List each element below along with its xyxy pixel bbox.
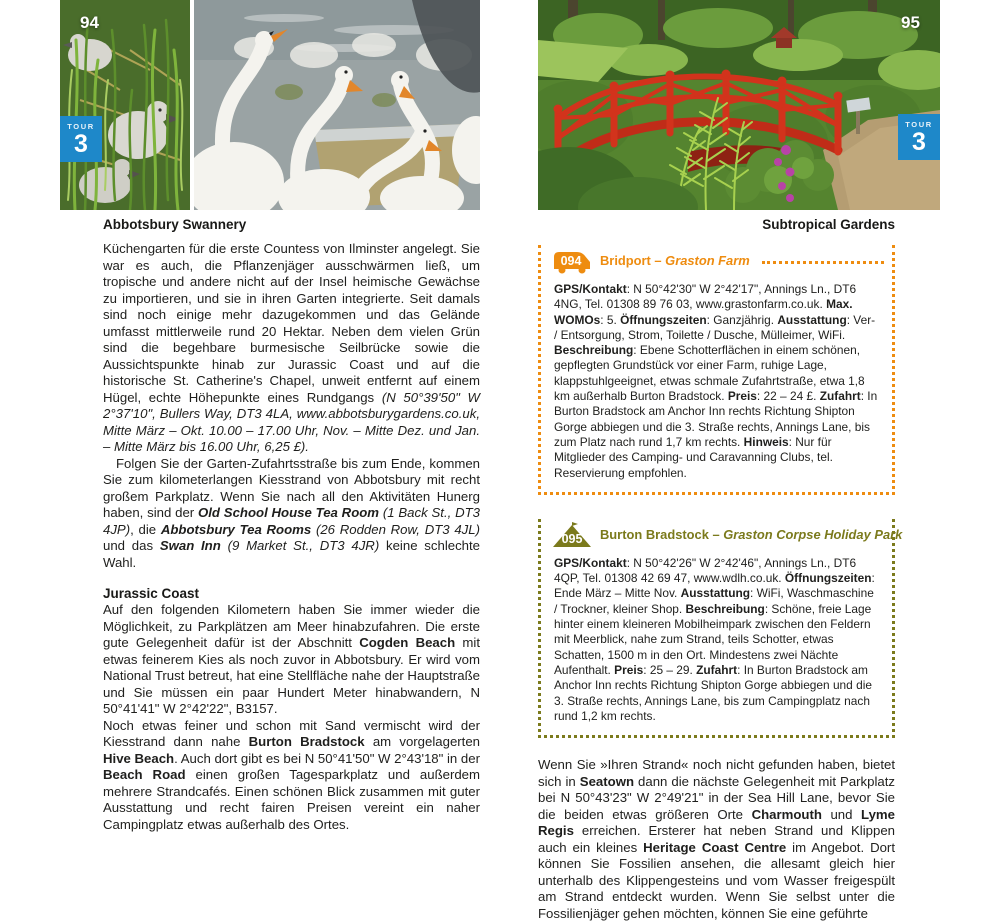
page-94 [60, 0, 480, 833]
entry-header [541, 245, 892, 275]
page-number: 95 [901, 13, 920, 32]
page-95 [538, 0, 940, 922]
tour-number: 3 [912, 127, 926, 156]
svg-text:094: 094 [560, 254, 582, 268]
entry-body: GPS/Kontakt: N 50°42'30" W 2°42'17", Annings Ln., DT6 4NG, Tel. 01308 89 76 03, www.grastonfarm.co.uk. Max. WOMOs: 5. Öffnungszeiten: Ganzjährig. Ausstattung: Ver- / Entsorgung, Strom, Toilette / Dusche, Mülleimer, WiFi. Beschreibung: Ebene Schotterflächen in einem schönen, gepflegten Grundstück vor einer Farm, ruhige Lage, klappstuhlgeeignet, etwas schmale Zufahrtstraße, etwa 1,8 km außerhalb Burton Bradstock. Preis: 22 – 24 £. Zufahrt: In Burton Bradstock am Anchor Inn rechts Richtung Shipton Gorge abbiegen und die 3. Straße rechts, Annings Lane, bis zum Platz nach rund 1,7 km rechts. Hinweis: Nur für Mitglieder des Camping- und Caravanning Clubs, tel. Reservierung empfohlen. [554, 282, 878, 480]
motorhome-icon [552, 248, 592, 275]
svg-text:095: 095 [561, 531, 583, 546]
paragraph-beach-teahouses: Folgen Sie der Garten-Zufahrtsstraße bis zum Ende, kommen Sie zum kilometerlangen Kiesstrand von Abbotsbury mit recht großem Parkplatz. Wenn Sie nach all den Aktivitäten Hunerg haben, sind der Old School House Tea Room (1 Back St., DT3 4JP), die Abbotsbury Tea Rooms (26 Rodden Row, DT3 4JL) und das Swan Inn (9 Market St., DT3 4JR) keine schlechte Wahl. [103, 455, 481, 570]
tour-number: 3 [74, 129, 88, 158]
right-text-column [538, 245, 903, 922]
dotted-leader [762, 261, 884, 264]
left-text-column [103, 241, 480, 833]
tour-badge [898, 114, 940, 160]
tour-badge [60, 116, 102, 162]
tent-icon [552, 522, 592, 549]
photo-subtropical-gardens [538, 0, 940, 210]
campsite-entry-095 [538, 519, 903, 738]
entry-title: Burton Bradstock – Graston Corpse Holiday Park [600, 527, 903, 543]
page-number: 94 [80, 13, 99, 32]
entry-header [541, 519, 903, 549]
section-heading-jurassic-coast: Jurassic Coast [103, 586, 200, 601]
paragraph-gardens: Küchengarten für die erste Countess von Ilminster angelegt. Sie war es auch, die Pflanzenjäger ausschwärmen ließ, um tropische und andere nicht auf der Insel heimische Gewächse zu importieren, und sie in ihren Garten integrierte. Seit damals sind noch einige mehr dazugekommen und das Gelände umfasst mittlerweile rund 20 Hektar. Neben dem vielen Grün sind die begehbare burmesische Seilbrücke sowie die Aussichtspunkte hinab zur Jurassic Coast und auf die historische St. Catherine's Chapel, unweit entfernt auf einem Hügel, echte Höhepunkte eines Rundgangs (N 50°39'50" W 2°37'10", Bullers Way, DT3 4LA, www.abbotsburygardens.co.uk, Mitte März – Okt. 10.00 – 17.00 Uhr, Nov. – Mitte Dez. und Jan. – Mitte März bis 16.00 Uhr, 6,25 £). [103, 241, 481, 454]
tour-label: TOUR [905, 119, 933, 129]
photo-swannery-feeding [194, 0, 480, 210]
paragraph-seatown-lyme-regis: Wenn Sie »Ihren Strand« noch nicht gefunden haben, bietet sich in Seatown dann die nächste Gelegenheit mit Parkplatz bei N 50°43'23" W 2°49'21" in der Sea Hill Lane, bevor Sie die beiden etwas größeren Orte Charmouth und Lyme Regis erreichen. Ersterer hat neben Strand und Klippen auch ein kleines Heritage Coast Centre im Angebot. Dort können Sie Fossilien ansehen, die allesamt gleich hier unterhalb des Klippengesteins und vom Wasser freigespült am Strand entdeckt wurden. Wenn Sie selbst unter die Fossilienjäger gehen möchten, können Sie eine geführte [538, 757, 895, 921]
entry-body: GPS/Kontakt: N 50°42'26" W 2°42'46", Annings Ln., DT6 4QP, Tel. 01308 42 69 47, www.wdlh.co.uk. Öffnungszeiten: Ende März – Mitte Nov. Ausstattung: WiFi, Waschmaschine / Trockner, kleiner Shop. Beschreibung: Schöne, freie Lage hinter einem kleineren Mobilheimpark zwischen den Feldern mit Meerblick, nahe zum Strand, teils Schotter, etwas Schatten, 1500 m in den Ort. Mindestens zwei Nächte Aufenthalt. Preis: 25 – 29. Zufahrt: In Burton Bradstock am Anchor Inn rechts Richtung Shipton Gorge abbiegen und die 3. Straße rechts, Annings Lane, bis zum Campingplatz nach rund 1,2 km rechts. [554, 555, 875, 723]
tour-label: TOUR [67, 121, 95, 131]
entry-title: Bridport – Graston Farm [600, 253, 750, 269]
photo-row-right [538, 0, 940, 210]
photo-caption-left: Abbotsbury Swannery [103, 217, 247, 232]
paragraph-cogden-beach: Auf den folgenden Kilometern haben Sie immer wieder die Möglichkeit, zu Parkplätzen am Meer hinabzufahren. Die erste gute Gelegenheit dafür ist der Abschnitt Cogden Beach mit etwas feinerem Kies als noch zuvor in Abbotsbury. Er wird vom National Trust betreut, hat eine Stellfläche nahe der Hauptstraße und Sie müssen ein paar Hundert Meter hinabwandern, N 50°41'41" W 2°42'22", B3157. [103, 602, 481, 716]
photo-row-left [60, 0, 480, 210]
campsite-entry-094 [538, 245, 895, 495]
photo-caption-right: Subtropical Gardens [762, 217, 895, 232]
paragraph-burton-bradstock: Noch etwas feiner und schon mit Sand vermischt wird der Kiesstrand dann nahe Burton Bradstock am vorgelagerten Hive Beach. Auch dort gibt es bei N 50°41'50" W 2°43'18" in der Beach Road einen großen Tagesparkplatz und außerdem mehrere Strandcafés. Einen schönen Blick zusammen mit guter Ausstattung und recht fairen Preisen vereint ein naher Campingplatz etwas außerhalb des Ortes. [103, 717, 481, 832]
